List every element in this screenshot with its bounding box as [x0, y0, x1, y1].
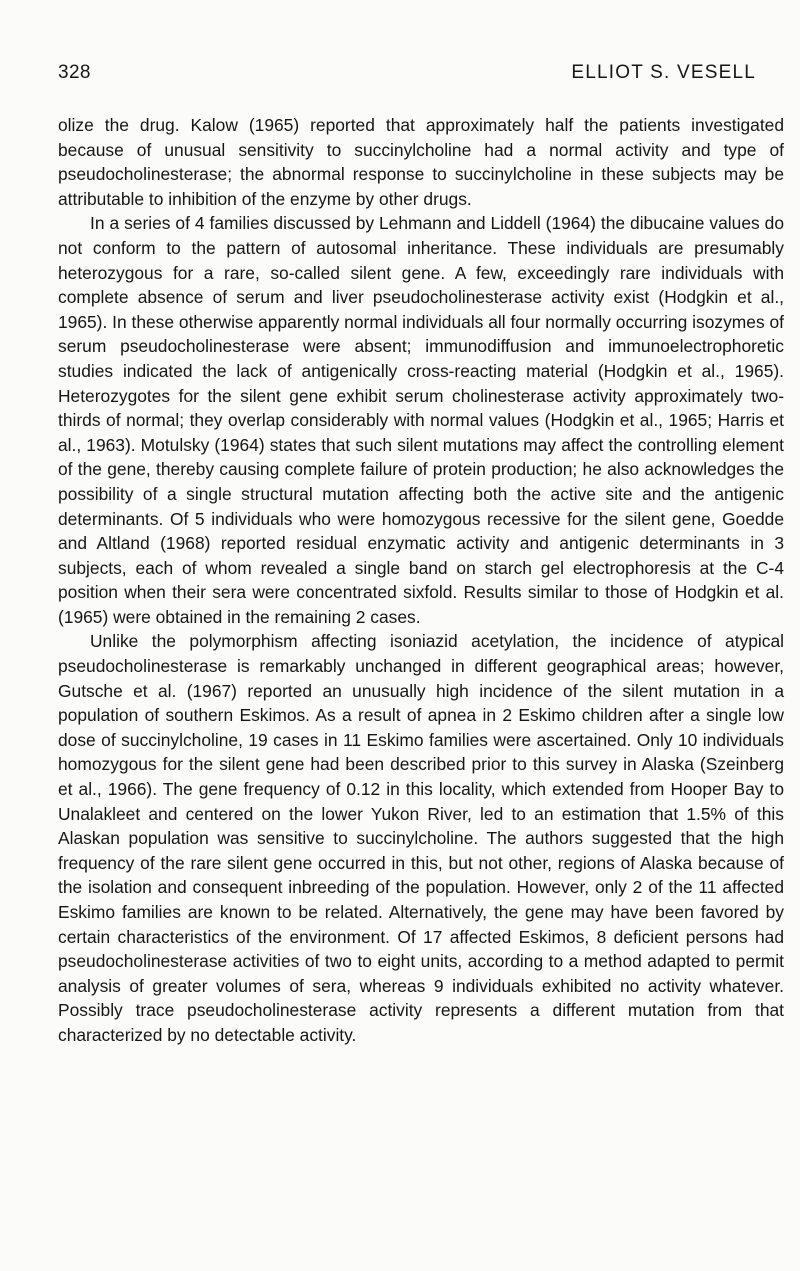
- page-number: 328: [58, 62, 91, 83]
- paragraph-silent-gene: In a series of 4 families discussed by Lehmann and Liddell (1964) the dibucaine values do not conform to the pattern of autosomal inheritance. These individuals are presumably heterozygous for a rare, so-called silent gene. A few, exceedingly rare individuals with complete absence of serum and liver pseudocholinesterase activity exist (Hodgkin et al., 1965). In these otherwise apparently normal individuals all four normally occurring isozymes of serum pseudocholinesterase were absent; immunodiffusion and immunoelectrophoretic studies indicated the lack of antigenically cross-reacting material (Hodgkin et al., 1965). Heterozygotes for the silent gene exhibit serum cholinesterase activity approximately two-thirds of normal; they overlap considerably with normal values (Hodgkin et al., 1965; Harris et al., 1963). Motulsky (1964) states that such silent mutations may affect the controlling element of the gene, thereby causing complete failure of protein production; he also acknowledges the possibility of a single structural mutation affecting both the active site and the antigenic determinants. Of 5 individuals who were homozygous recessive for the silent gene, Goedde and Altland (1968) reported residual enzymatic activity and antigenic determinants in 3 subjects, each of whom revealed a single band on starch gel electrophoresis at the C-4 position when their sera were concentrated sixfold. Results similar to those of Hodgkin et al. (1965) were obtained in the remaining 2 cases.: [58, 213, 784, 627]
- running-head: ELLIOT S. VESELL: [571, 62, 756, 83]
- paragraph-eskimo-study: Unlike the polymorphism affecting isoniazid acetylation, the incidence of atypical pseudocholinesterase is remarkably unchanged in different geographical areas; however, Gutsche et al. (1967) reported an unusually high incidence of the silent mutation in a population of southern Eskimos. As a result of apnea in 2 Eskimo children after a single low dose of succinylcholine, 19 cases in 11 Eskimo families were ascertained. Only 10 individuals homozygous for the silent gene had been described prior to this survey in Alaska (Szeinberg et al., 1966). The gene frequency of 0.12 in this locality, which extended from Hooper Bay to Unalakleet and centered on the lower Yukon River, led to an estimation that 1.5% of this Alaskan population was sensitive to succinylcholine. The authors suggested that the high frequency of the rare silent gene occurred in this, but not other, regions of Alaska because of the isolation and consequent inbreeding of the population. However, only 2 of the 11 affected Eskimo families are known to be related. Alternatively, the gene may have been favored by certain characteristics of the environment. Of 17 affected Eskimos, 8 deficient persons had pseudocholinesterase activities of two to eight units, according to a method adapted to permit analysis of greater volumes of sera, whereas 9 individuals exhibited no activity whatever. Possibly trace pseudocholinesterase activity represents a different mutation from that characterized by no detectable activity.: [58, 631, 784, 1045]
- page-header: [58, 62, 756, 90]
- body-text: [58, 113, 784, 1048]
- paragraph-continuation: olize the drug. Kalow (1965) reported that approximately half the patients investigated because of unusual sensitivity to succinylcholine had a normal activity and type of pseudocholinesterase; the abnormal response to succinylcholine in these subjects may be attributable to inhibition of the enzyme by other drugs.: [58, 115, 784, 209]
